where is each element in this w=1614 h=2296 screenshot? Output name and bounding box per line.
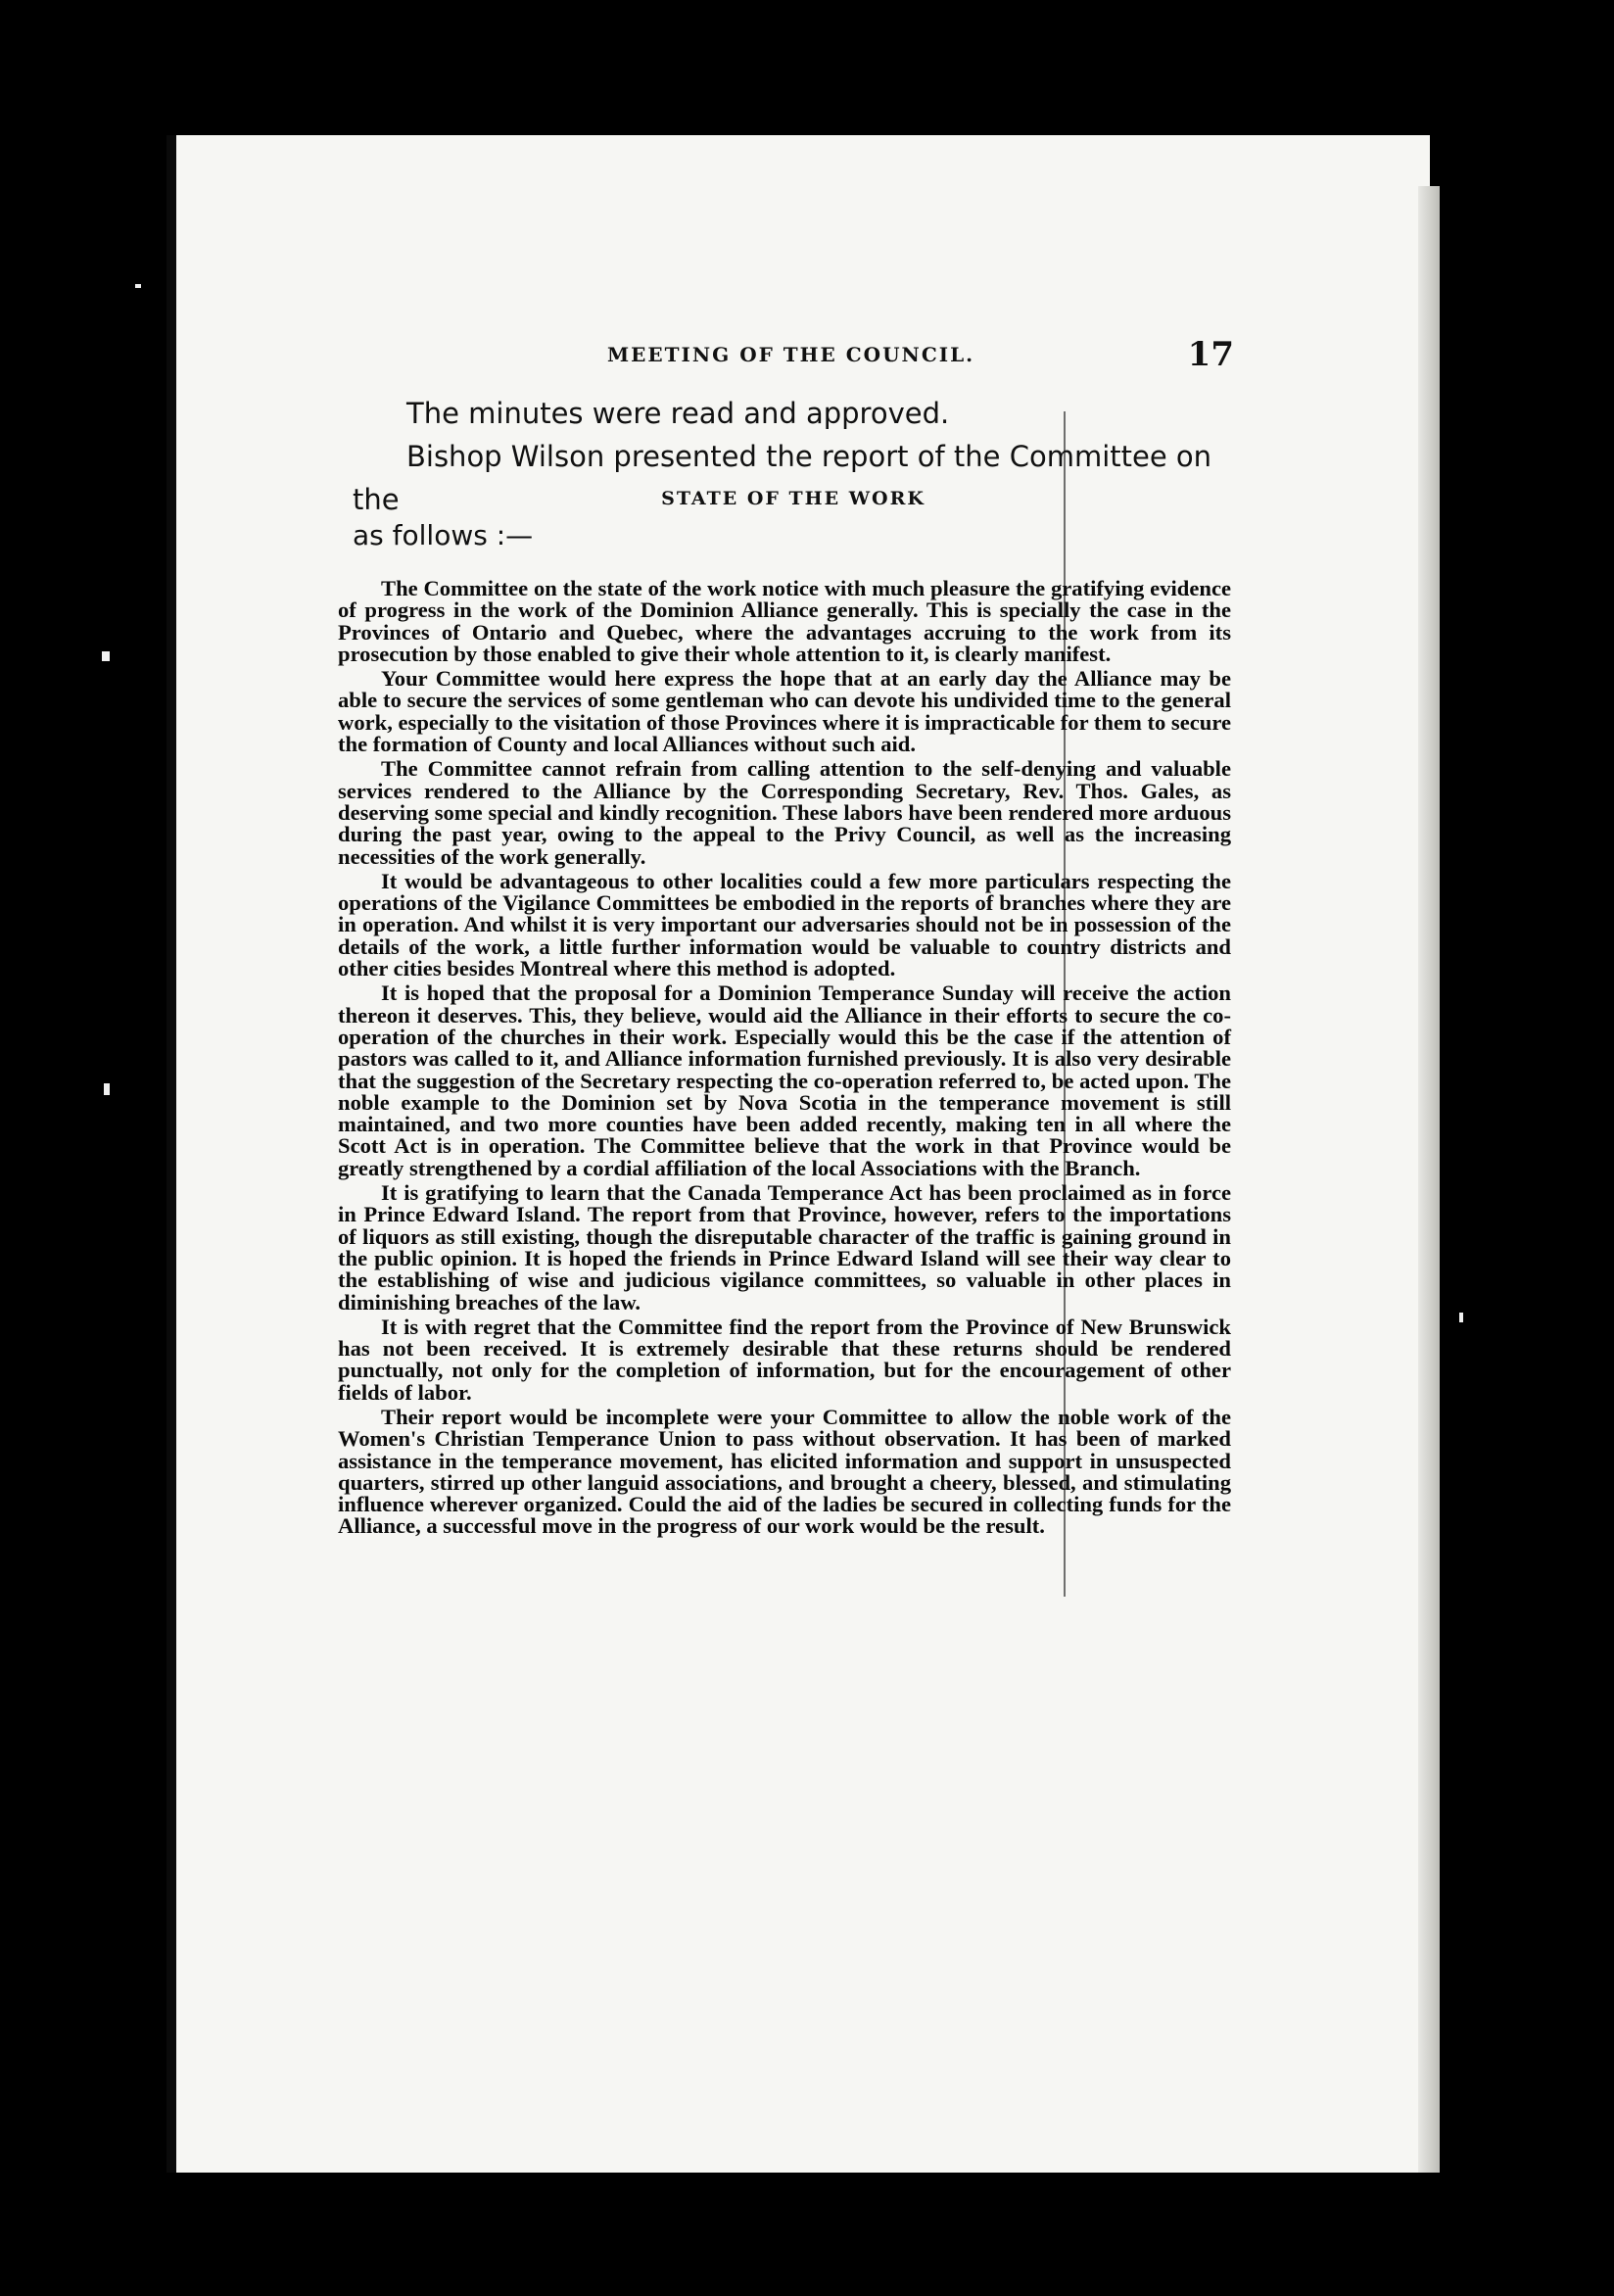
page-edge — [1418, 186, 1440, 2173]
scan-speck — [102, 651, 110, 661]
report-paragraph: It is gratifying to learn that the Canada Temperance Act has been proclaimed as in force in Prince Edward Island. The report from that Province, however, refers to the importations of liquors as still existing, though the disreputable character of the traffic is gaining ground in the public opinion. It is hoped the friends in Prince Edward Island will see their way clear to the establishing of wise and judicious vigilance committees, so valuable in other places in diminishing breaches of the law. — [338, 1180, 1231, 1315]
report-paragraph: The Committee cannot refrain from calling attention to the self-denying and valuable services rendered to the Alliance by the Corresponding Secretary, Rev. Thos. Gales, as deserving some special and kindly recognition. These labors have been rendered more arduous during the past year, owing to the appeal to the Privy Council, as well as the increasing necessities of the work generally. — [338, 756, 1231, 869]
report-paragraph: It would be advantageous to other localities could a few more particulars respecting the operations of the Vigilance Committees be embodied in the reports of branches where they are in operation. And whilst it is very important our adversaries should not be in possession of the details of the work, a little further information would be valuable to country districts and other cities besides Montreal where this method is adopted. — [338, 868, 1231, 981]
report-paragraph: Their report would be incomplete were your Committee to allow the noble work of the Women's Christian Temperance Union to pass without observation. It has been of marked assistance in the temperance movement, has elicited information and support in unsuspected quarters, stirred up other languid associations, and brought a cheery, blessed, and stimulating influence wherever organized. Could the aid of the ladies be secured in collecting funds for the Alliance, a successful move in the progress of our work would be the result. — [338, 1404, 1231, 1539]
scan-speck — [104, 1083, 110, 1095]
intro-line-minutes: The minutes were read and approved. — [406, 397, 950, 430]
as-follows-text: as follows :— — [353, 519, 534, 551]
report-paragraph: It is hoped that the proposal for a Dominion Temperance Sunday will receive the action thereon it deserves. This, they believe, would aid the Alliance in their efforts to secure the co-operation of the churches in their work. Especially would this be the case if the attention of pastors was called to it, and Alliance information furnished previously. It is also very desirable that the suggestion of the Secretary respecting the co-operation referred to, be acted upon. The noble example to the Dominion set by Nova Scotia in the temperance movement is still maintained, and two more counties have been added recently, making ten in all where the Scott Act is in operation. The Committee believe that the work in that Province would be greatly strengthened by a cordial affiliation of the local Associations with the Branch. — [338, 981, 1231, 1180]
page-header — [607, 335, 1234, 392]
scan-speck — [135, 284, 141, 288]
scan-speck — [1459, 1313, 1463, 1322]
report-body — [338, 578, 1231, 1541]
report-paragraph: Your Committee would here express the hope that at an early day the Alliance may be able to secure the services of some gentleman who can devote his undivided time to the general work, especially to the visitation of those Provinces where it is impracticable for them to secure the formation of County and local Alliances without such aid. — [338, 666, 1231, 757]
running-head: MEETING OF THE COUNCIL. — [607, 343, 975, 366]
report-paragraph: The Committee on the state of the work notice with much pleasure the gratifying evidence of progress in the work of the Dominion Alliance generally. This is specially the case in the Provinces of Ontario and Quebec, where the advantages accruing to the work from its prosecution by those enabled to give their whole attention to it, is clearly manifest. — [338, 576, 1231, 666]
report-paragraph: It is with regret that the Committee find the report from the Province of New Brunswick has not been received. It is extremely desirable that these returns should be rendered punctually, not only for the completion of information, but for the encouragement of other fields of labor. — [338, 1314, 1231, 1405]
intro-line-report: Bishop Wilson presented the report of the Committee on the — [353, 440, 1212, 516]
page-number: 17 — [1187, 335, 1234, 374]
section-title: STATE OF THE WORK — [661, 488, 926, 509]
